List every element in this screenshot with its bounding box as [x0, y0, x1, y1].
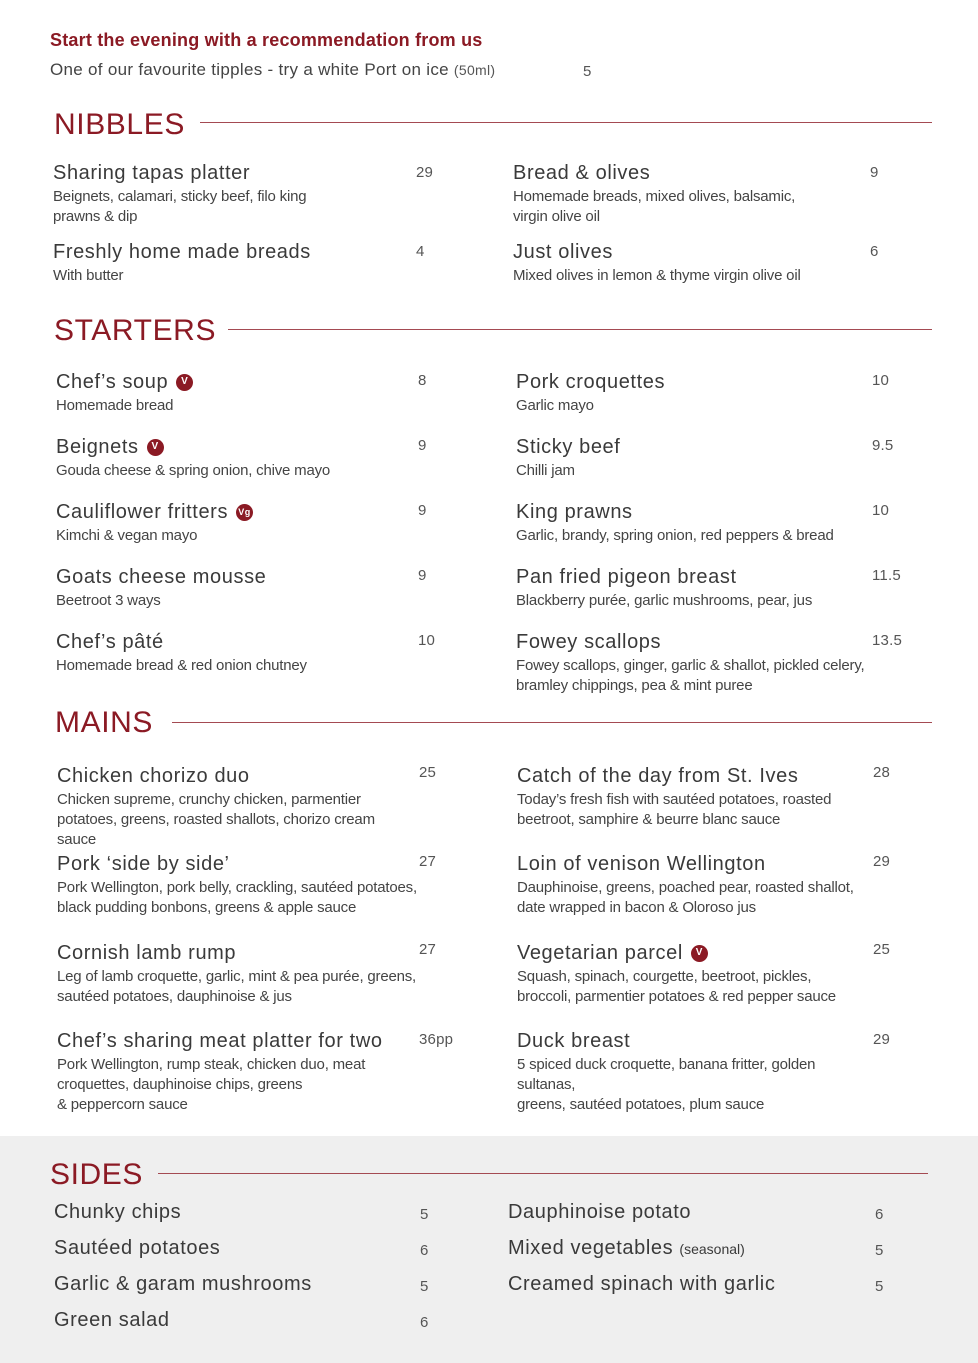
menu-item [56, 500, 436, 546]
item-description [513, 266, 893, 286]
mains-divider [172, 722, 932, 723]
item-price: 9.5 [872, 437, 894, 454]
item-price: 13.5 [872, 632, 902, 649]
item-description-line: Leg of lamb croquette, garlic, mint & pea purée, greens, [57, 968, 417, 985]
starters-divider [228, 329, 932, 330]
item-description-line: & peppercorn sauce [57, 1096, 188, 1113]
vegetarian-icon: V [147, 439, 164, 456]
recommendation-title: Start the evening with a recommendation from us [50, 30, 483, 50]
item-name: King prawns [516, 501, 633, 523]
item-description-line: With butter [53, 267, 124, 284]
side-item-name: Garlic & garam mushrooms [54, 1273, 312, 1295]
item-description-line: beetroot, samphire & beurre blanc sauce [517, 811, 781, 828]
sides-heading: SIDES [50, 1158, 144, 1191]
menu-item [53, 240, 433, 286]
item-name: Pork croquettes [516, 371, 666, 393]
recommendation-text [50, 60, 495, 80]
item-description [517, 1055, 867, 1115]
item-description [516, 461, 896, 481]
item-price: 9 [418, 567, 427, 584]
item-name [56, 435, 436, 459]
item-description-line: Pork Wellington, pork belly, crackling, sautéed potatoes, [57, 879, 417, 896]
item-description-line: 5 spiced duck croquette, banana fritter, golden sultanas, [517, 1056, 816, 1093]
side-item-name [508, 1237, 745, 1260]
item-description-line: Pork Wellington, rump steak, chicken duo, meat [57, 1056, 366, 1073]
menu-item [513, 161, 893, 227]
item-name: Just olives [513, 241, 613, 263]
nibbles-heading: NIBBLES [54, 108, 185, 141]
nibbles-divider [200, 122, 932, 123]
item-price: 4 [416, 243, 425, 260]
item-description-line: Today’s fresh fish with sautéed potatoes, roasted [517, 791, 832, 808]
item-price: 27 [419, 941, 437, 958]
item-description-line: black pudding bonbons, greens & apple sauce [57, 899, 357, 916]
menu-item [516, 435, 896, 481]
item-name-text: Vegetarian parcel [517, 942, 683, 964]
item-price: 11.5 [872, 567, 901, 584]
item-price: 25 [873, 941, 891, 958]
recommendation-description: One of our favourite tipples - try a white Port on ice [50, 60, 449, 79]
item-description-line: greens, sautéed potatoes, plum sauce [517, 1096, 765, 1113]
item-description-line: Dauphinoise, greens, poached pear, roasted shallot, [517, 879, 854, 896]
item-description [516, 656, 916, 696]
item-description-line: date wrapped in bacon & Oloroso jus [517, 899, 756, 916]
item-name: Bread & olives [513, 162, 651, 184]
item-description-line: bramley chippings, pea & mint puree [516, 677, 753, 694]
item-description [57, 878, 417, 918]
menu-item [57, 852, 417, 918]
item-description [517, 790, 867, 830]
item-name: Sticky beef [516, 436, 621, 458]
menu-item [517, 1029, 867, 1115]
item-price: 27 [419, 853, 437, 870]
item-name [56, 370, 436, 394]
item-description [57, 967, 417, 1007]
item-description [516, 396, 896, 416]
menu-item [516, 370, 896, 416]
item-name: Sharing tapas platter [53, 162, 251, 184]
item-price: 29 [873, 853, 891, 870]
item-description [56, 591, 436, 611]
menu-item [56, 630, 436, 676]
item-description [56, 656, 436, 676]
item-price: 10 [872, 502, 890, 519]
item-description-line: prawns & dip [53, 208, 138, 225]
item-description-line: Garlic, brandy, spring onion, red peppers & bread [516, 527, 834, 544]
side-item-name: Chunky chips [54, 1201, 182, 1223]
side-item-price: 6 [420, 1314, 429, 1331]
item-name-text: Cauliflower fritters [56, 501, 229, 523]
item-name: Catch of the day from St. Ives [517, 765, 799, 787]
item-price: 25 [419, 764, 437, 781]
side-item-name: Sautéed potatoes [54, 1237, 221, 1259]
item-price: 28 [873, 764, 891, 781]
menu-item [56, 435, 436, 481]
mains-heading: MAINS [55, 706, 154, 739]
menu-item [517, 852, 867, 918]
vegetarian-icon: V [691, 945, 708, 962]
item-description-line: Blackberry purée, garlic mushrooms, pear, jus [516, 592, 813, 609]
item-price: 9 [418, 502, 427, 519]
item-description [56, 526, 436, 546]
menu-item [57, 941, 417, 1007]
item-description [516, 526, 896, 546]
item-price: 29 [873, 1031, 891, 1048]
item-description-line: Mixed olives in lemon & thyme virgin olive oil [513, 267, 801, 284]
item-name: Chef’s sharing meat platter for two [57, 1030, 383, 1052]
item-name: Goats cheese mousse [56, 566, 267, 588]
side-item-price: 5 [875, 1278, 884, 1295]
side-item-name: Creamed spinach with garlic [508, 1273, 776, 1295]
item-description [56, 461, 436, 481]
starters-heading: STARTERS [54, 314, 217, 347]
menu-item [516, 500, 896, 546]
item-price: 29 [416, 164, 434, 181]
menu-item [513, 240, 893, 286]
item-name-text: Beignets [56, 436, 139, 458]
item-price: 9 [418, 437, 427, 454]
item-description-line: Beignets, calamari, sticky beef, filo king [53, 188, 307, 205]
item-price: 9 [870, 164, 879, 181]
menu-item [516, 630, 916, 696]
item-description-line: Homemade bread & red onion chutney [56, 657, 307, 674]
item-name: Cornish lamb rump [57, 942, 237, 964]
item-description-line: Garlic mayo [516, 397, 594, 414]
menu-item [57, 1029, 417, 1115]
item-name: Chicken chorizo duo [57, 765, 250, 787]
menu-item [517, 764, 867, 830]
item-name-text: Chef’s soup [56, 371, 169, 393]
item-name [517, 941, 867, 965]
item-description-line: Kimchi & vegan mayo [56, 527, 198, 544]
menu-item [56, 565, 436, 611]
item-description-line: Chicken supreme, crunchy chicken, parmentier [57, 791, 361, 808]
item-price: 8 [418, 372, 427, 389]
recommendation-price: 5 [583, 63, 592, 80]
item-description-line: virgin olive oil [513, 208, 600, 225]
item-description-line: Gouda cheese & spring onion, chive mayo [56, 462, 331, 479]
item-description [517, 878, 867, 918]
item-description-line: Beetroot 3 ways [56, 592, 161, 609]
side-item-name: Dauphinoise potato [508, 1201, 692, 1223]
side-item-name: Green salad [54, 1309, 170, 1331]
item-name: Chef’s pâté [56, 631, 164, 653]
item-price: 10 [872, 372, 890, 389]
item-name: Fowey scallops [516, 631, 662, 653]
menu-item [517, 941, 867, 1007]
side-item-note: (seasonal) [679, 1241, 745, 1257]
menu-item [53, 161, 433, 227]
menu-item [57, 764, 417, 850]
item-description [57, 1055, 417, 1115]
item-description-line: sautéed potatoes, dauphinoise & jus [57, 988, 292, 1005]
item-description [56, 396, 436, 416]
item-description [57, 790, 417, 850]
side-item-price: 6 [420, 1242, 429, 1259]
item-price: 36pp [419, 1031, 454, 1048]
side-item-price: 6 [875, 1206, 884, 1223]
item-description [517, 967, 867, 1007]
menu-item [516, 565, 896, 611]
item-name: Loin of venison Wellington [517, 853, 766, 875]
side-item-price: 5 [420, 1278, 429, 1295]
item-description-line: broccoli, parmentier potatoes & red pepper sauce [517, 988, 836, 1005]
vegetarian-icon: V [176, 374, 193, 391]
item-description-line: Fowey scallops, ginger, garlic & shallot, pickled celery, [516, 657, 865, 674]
item-description-line: Homemade breads, mixed olives, balsamic, [513, 188, 796, 205]
sides-divider [158, 1173, 928, 1174]
item-name [56, 500, 436, 524]
item-price: 10 [418, 632, 436, 649]
vegan-icon: Vg [236, 504, 253, 521]
item-name: Pork ‘side by side’ [57, 853, 230, 875]
item-price: 6 [870, 243, 879, 260]
item-description-line: Chilli jam [516, 462, 575, 479]
item-description [513, 187, 893, 227]
item-description-line: potatoes, greens, roasted shallots, chorizo cream sauce [57, 811, 375, 848]
item-name: Pan fried pigeon breast [516, 566, 737, 588]
item-description [53, 187, 433, 227]
item-description [53, 266, 433, 286]
item-description [516, 591, 896, 611]
menu-item [56, 370, 436, 416]
item-description-line: croquettes, dauphinoise chips, greens [57, 1076, 303, 1093]
item-description-line: Squash, spinach, courgette, beetroot, pickles, [517, 968, 812, 985]
recommendation-size: (50ml) [453, 62, 496, 78]
item-description-line: Homemade bread [56, 397, 174, 414]
side-item-price: 5 [875, 1242, 884, 1259]
side-item-name-text: Mixed vegetables [508, 1237, 674, 1259]
item-name: Freshly home made breads [53, 241, 311, 263]
side-item-price: 5 [420, 1206, 429, 1223]
item-name: Duck breast [517, 1030, 631, 1052]
